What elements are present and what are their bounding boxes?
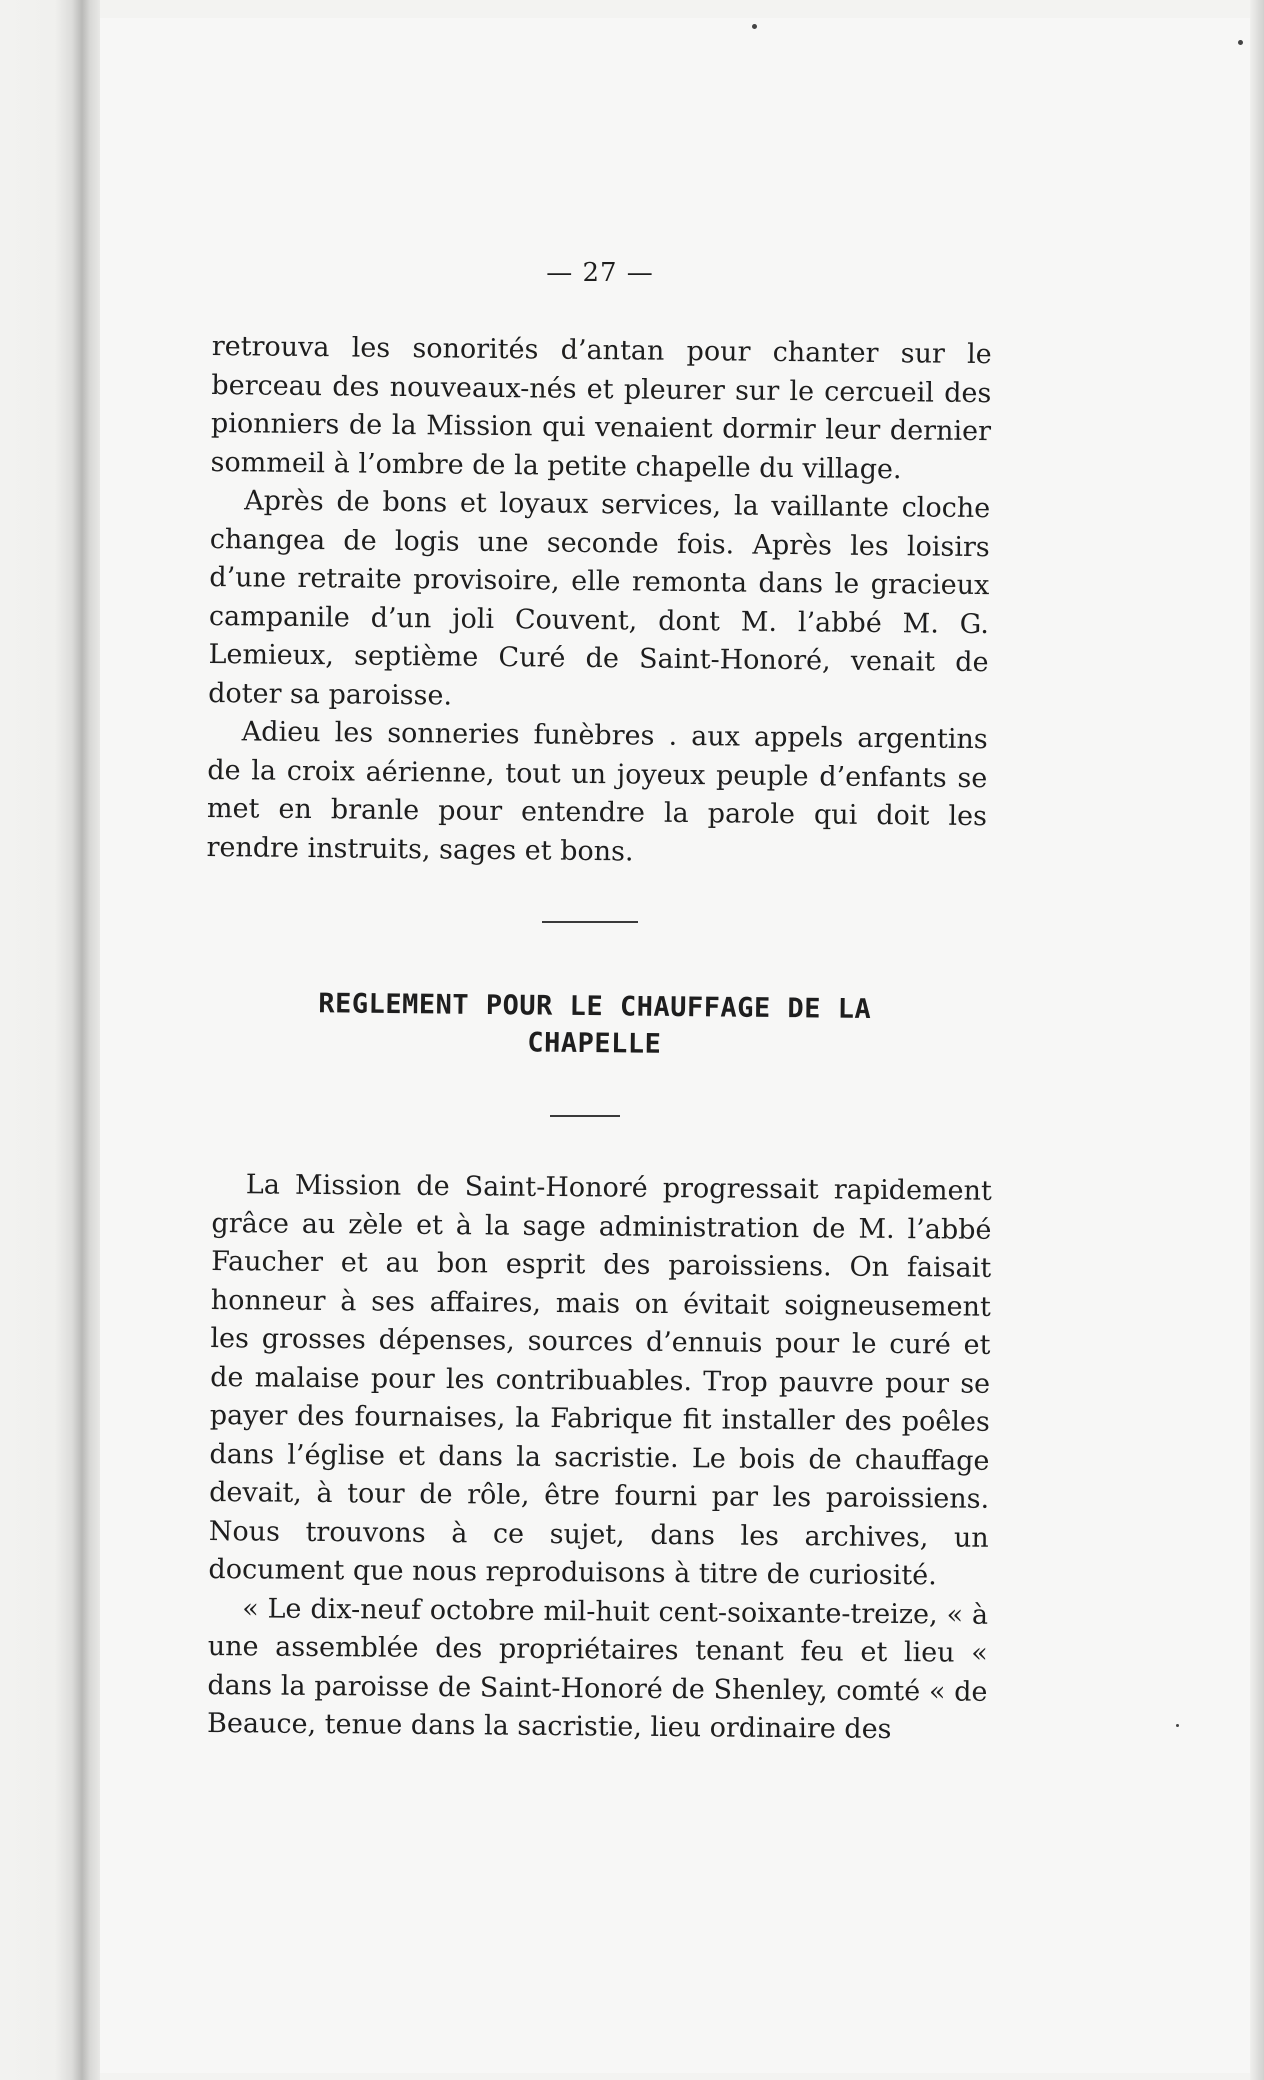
section-heading-line: REGLEMENT POUR LE CHAUFFAGE DE LA — [318, 988, 872, 1026]
scan-speck — [1176, 1724, 1179, 1727]
separator-rule — [550, 1115, 620, 1117]
paragraph: Adieu les sonneries funèbres . aux appels argentins de la croix aérienne, tout un joyeux peuple d’enfants se met en branle pour entendre la parole qui doit les rendre instruits, sages et bons. — [206, 716, 988, 867]
text-block-lower — [207, 1166, 992, 1750]
page-edge-shadow — [1250, 0, 1264, 2080]
book-binding-edge — [0, 0, 100, 2080]
text-block-upper — [206, 328, 992, 875]
separator-rule — [542, 921, 638, 923]
scan-speck — [752, 24, 757, 29]
paragraph: retrouva les sonorités d’antan pour chanter sur le berceau des nouveaux-nés et pleurer sur le cercueil des pionniers de la Mission qui venaient dormir leur dernier sommeil à l’ombre de la petite chapelle du village. — [210, 330, 992, 485]
section-heading — [199, 984, 990, 1066]
section-heading-line: CHAPELLE — [527, 1027, 662, 1060]
scan-speck — [1238, 40, 1243, 45]
paragraph: « Le dix-neuf octobre mil-huit cent-soixante-treize, « à une assemblée des propriétaires tenant feu et lieu « dans la paroisse de Saint-Honoré de Shenley, comté « de Beauce, tenue dans la sacristie, lieu ordinaire des — [206, 1592, 989, 1745]
page-number: — 27 — — [546, 258, 654, 288]
paragraph: La Mission de Saint-Honoré progressait rapidement grâce au zèle et à la sage administration de M. l’abbé Faucher et au bon esprit des paroissiens. On faisait honneur à ses affaires, mais on évitait soigneusement les grosses dépenses, sources d’ennuis pour le curé et de malaise pour les contribuables. Trop pauvre pour se payer des fournaises, la Fabrique fit installer des poêles dans l’église et dans la sacristie. Le bois de chauffage devait, à tour de rôle, être fourni par les paroissiens. Nous trouvons à ce sujet, dans les archives, un document que nous reproduisons à titre de curiosité. — [208, 1169, 992, 1592]
paragraph: Après de bons et loyaux services, la vaillante cloche changea de logis une seconde fois. Après les loisirs d’une retraite provisoire, elle remonta dans le gracieux campanile d’un joli Couvent, dont M. l’abbé M. G. Lemieux, septième Curé de Saint-Honoré, venait de doter sa paroisse. — [208, 485, 991, 712]
